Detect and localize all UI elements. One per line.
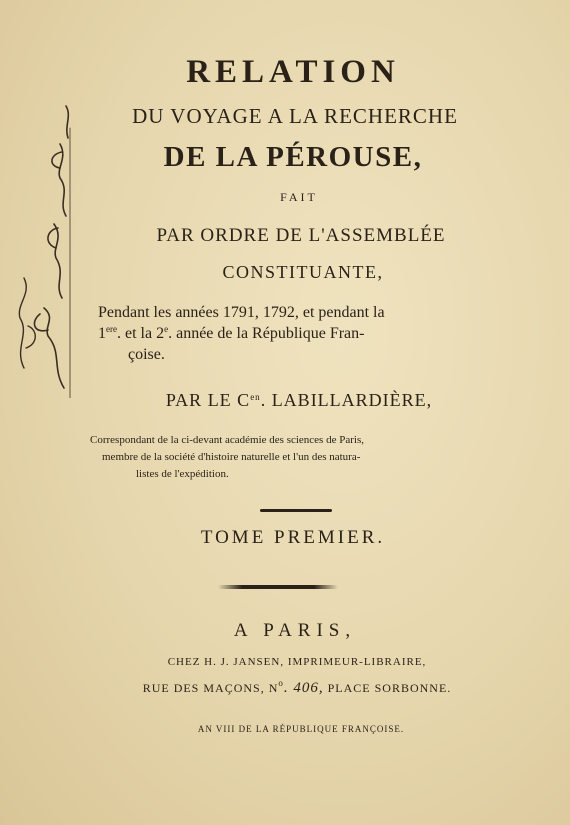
divider-rule <box>260 509 332 512</box>
author-description <box>90 432 480 483</box>
title-ordre: PAR ORDRE DE L'ASSEMBLÉE <box>156 225 446 246</box>
title-relation: RELATION <box>186 54 400 90</box>
imprint-address: RUE DES MAÇONS, $N^o$. 406, PLACE SORBONNE. <box>142 678 452 696</box>
volume-label: TOME PREMIER. <box>200 527 386 548</box>
imprint-city: A PARIS, <box>233 620 357 641</box>
imprint-date: AN VIII DE LA RÉPUBLIQUE FRANÇOISE. <box>197 724 405 734</box>
description-line-2: membre de la société d'histoire naturelle et l'un des natura- <box>102 451 361 463</box>
description-line-1: Correspondant de la ci-devant académie des sciences de Paris, <box>90 434 364 446</box>
title-fait: FAIT <box>280 190 318 204</box>
title-constituante: CONSTITUANTE, <box>222 262 384 282</box>
period-paragraph <box>98 302 478 365</box>
description-line-3: listes de l'expédition. <box>136 468 229 480</box>
imprint-publisher: CHEZ H. J. JANSEN, IMPRIMEUR-LIBRAIRE, <box>167 656 427 668</box>
title-voyage: DU VOYAGE A LA RECHERCHE <box>132 104 458 128</box>
period-line-2: 1ere. et la 2e. année de la République Fran- <box>98 324 365 342</box>
divider-rule-ornamental <box>218 585 338 589</box>
author-line: PAR LE $C^{en}$. LABILLARDIÈRE, <box>165 390 433 410</box>
period-line-3: çoise. <box>128 346 165 363</box>
title-perouse: DE LA PÉROUSE, <box>163 141 423 173</box>
period-line-1: Pendant les années 1791, 1792, et pendant la <box>98 304 385 321</box>
